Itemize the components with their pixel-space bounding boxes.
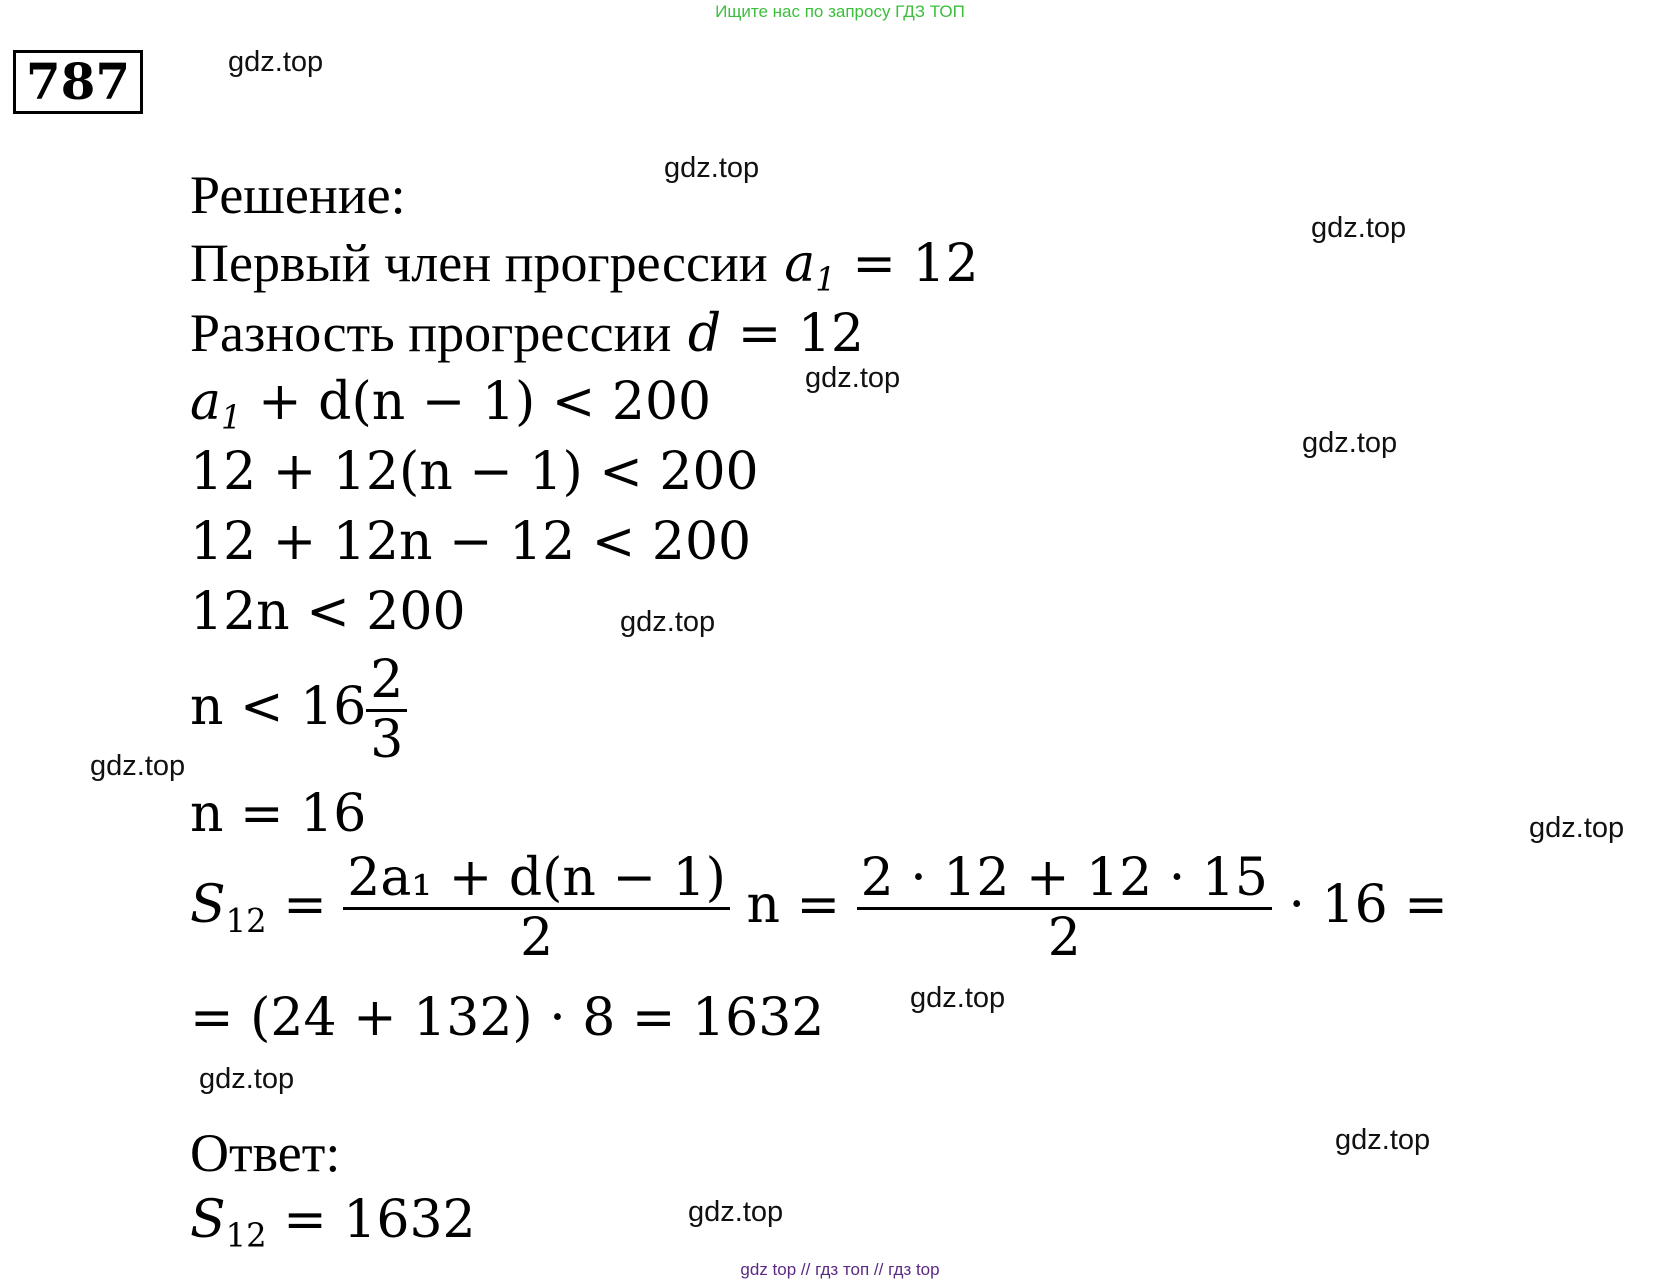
answer-value: $S_{12} = 1632$ bbox=[190, 1190, 476, 1255]
solution-heading: Решение: bbox=[190, 165, 406, 225]
watermark: gdz.top bbox=[199, 1063, 295, 1095]
watermark: gdz.top bbox=[1529, 812, 1625, 844]
difference-label: Разность прогрессии bbox=[190, 303, 672, 363]
search-banner: Ищите нас по запросу ГДЗ ТОП bbox=[715, 2, 965, 21]
sum-fraction-2: $\frac{2 \cdot 12 + 12 \cdot 15}{2}$ bbox=[857, 850, 1272, 967]
watermark: gdz.top bbox=[620, 606, 716, 638]
watermark: gdz.top bbox=[1311, 212, 1407, 244]
first-term-label: Первый член прогрессии bbox=[190, 233, 768, 293]
sum-result: = (24 + 132) · 8 = 1632 bbox=[190, 988, 825, 1048]
watermark: gdz.top bbox=[1335, 1124, 1431, 1156]
first-term-line bbox=[190, 233, 979, 299]
watermark: gdz.top bbox=[228, 46, 324, 78]
inequality-expanded: 12 + 12n − 12 < 200 bbox=[190, 512, 752, 572]
watermark: gdz.top bbox=[688, 1196, 784, 1228]
a1-symbol: $a_1$ bbox=[784, 234, 836, 299]
n-value: n = 16 bbox=[190, 784, 367, 844]
difference-value: = 12 bbox=[737, 304, 864, 364]
watermark: gdz.top bbox=[664, 152, 760, 184]
answer-heading: Ответ: bbox=[190, 1123, 341, 1183]
watermark: gdz.top bbox=[805, 362, 901, 394]
sum-fraction-1: $\frac{\text{2a₁ + d(n − 1)}}{2}$ bbox=[343, 850, 730, 967]
inequality-general: $a_1 + d(n - 1) < 200$ bbox=[190, 372, 712, 437]
sum-formula: $S_{12}$ = $\frac{\text{2a₁ + d(n − 1)}}{2}$ n = $\frac{2 \cdot 12 + 12 \cdot 15}{2}$ · 16 = bbox=[190, 848, 1448, 969]
problem-number: 787 bbox=[13, 50, 143, 114]
n-bound: n < 16 $\frac{2}{3}$ bbox=[190, 652, 407, 769]
footer-links: gdz top // гдз топ // гдз top bbox=[740, 1260, 940, 1279]
inequality-simplified: 12n < 200 bbox=[190, 582, 466, 642]
difference-line: Разность прогрессии d = 12 bbox=[190, 303, 864, 364]
watermark: gdz.top bbox=[90, 750, 186, 782]
first-term-value: = 12 bbox=[852, 234, 979, 294]
watermark: gdz.top bbox=[910, 982, 1006, 1014]
mixed-fraction: $\frac{2}{3}$ bbox=[366, 652, 407, 769]
watermark: gdz.top bbox=[1302, 427, 1398, 459]
inequality-substituted: 12 + 12(n − 1) < 200 bbox=[190, 442, 759, 502]
